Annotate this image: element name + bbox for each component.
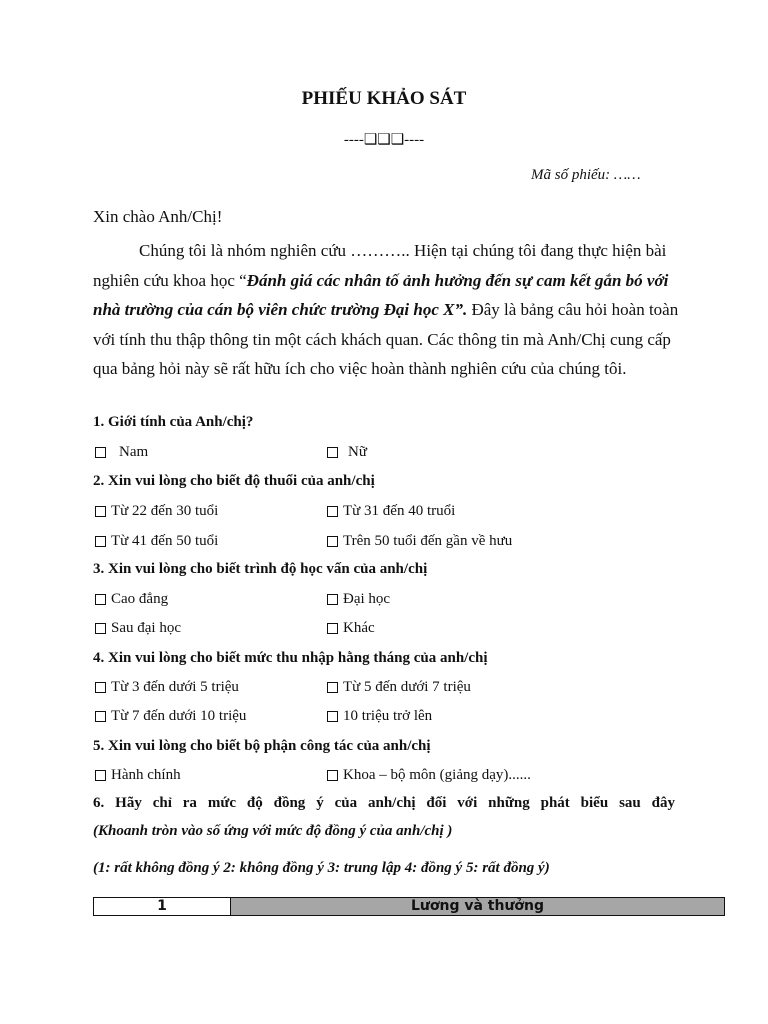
checkbox[interactable] bbox=[95, 623, 106, 634]
option-income-3-5[interactable]: Từ 3 đến dưới 5 triệu bbox=[95, 679, 239, 696]
question-3: 3. Xin vui lòng cho biết trình độ học vấn của anh/chị bbox=[93, 561, 428, 577]
checkbox[interactable] bbox=[95, 594, 106, 605]
checkbox[interactable] bbox=[95, 536, 106, 547]
option-age-41-50[interactable]: Từ 41 đến 50 tuổi bbox=[95, 533, 218, 550]
checkbox[interactable] bbox=[327, 594, 338, 605]
checkbox[interactable] bbox=[327, 711, 338, 722]
greeting: Xin chào Anh/Chị! bbox=[93, 207, 223, 226]
checkbox[interactable] bbox=[327, 536, 338, 547]
option-other[interactable]: Khác bbox=[327, 620, 375, 637]
section-number: 1 bbox=[94, 898, 231, 915]
checkbox[interactable] bbox=[95, 447, 106, 458]
question-2: 2. Xin vui lòng cho biết độ thuổi của anh/chị bbox=[93, 473, 375, 489]
rating-scale: (1: rất không đồng ý 2: không đồng ý 3: trung lập 4: đồng ý 5: rất đồng ý) bbox=[93, 860, 550, 876]
intro-text-2: Đây là bảng câu hỏi hoàn toàn với tính thu thập thông tin một cách khách quan. Các thông tin mà Anh/Chị cung cấp qua bảng hỏi này sẽ rất hữu ích cho việc hoàn thành nghiên cứu của chúng tôi. bbox=[93, 300, 679, 378]
option-college[interactable]: Cao đẳng bbox=[95, 591, 168, 608]
checkbox[interactable] bbox=[95, 711, 106, 722]
title-divider: ----❑❑❑---- bbox=[343, 132, 425, 148]
checkbox[interactable] bbox=[95, 506, 106, 517]
checkbox[interactable] bbox=[327, 623, 338, 634]
option-administration[interactable]: Hành chính bbox=[95, 767, 181, 784]
option-faculty[interactable]: Khoa – bộ môn (giảng dạy)...... bbox=[327, 767, 531, 784]
option-age-22-30[interactable]: Từ 22 đến 30 tuổi bbox=[95, 503, 218, 520]
option-income-10-plus[interactable]: 10 triệu trở lên bbox=[327, 708, 432, 725]
intro-paragraph bbox=[93, 236, 679, 384]
form-code: Mã số phiếu: …… bbox=[531, 167, 641, 183]
checkbox[interactable] bbox=[95, 770, 106, 781]
option-income-5-7[interactable]: Từ 5 đến dưới 7 triệu bbox=[327, 679, 471, 696]
option-age-31-40[interactable]: Từ 31 đến 40 truổi bbox=[327, 503, 455, 520]
section-header-row bbox=[93, 897, 725, 916]
question-6-instruction: (Khoanh tròn vào số ứng với mức độ đồng ý của anh/chị ) bbox=[93, 823, 453, 839]
question-4: 4. Xin vui lòng cho biết mức thu nhập hằng tháng của anh/chị bbox=[93, 650, 488, 666]
question-1: 1. Giới tính của Anh/chị? bbox=[93, 414, 254, 430]
question-5: 5. Xin vui lòng cho biết bộ phận công tác của anh/chị bbox=[93, 738, 431, 754]
intro-text-1: Chúng tôi là nhóm nghiên cứu ……….. Hiện tại chúng tôi đang thực hiện bài nghiên cứu khoa học “ bbox=[93, 241, 667, 290]
question-6: 6. Hãy chỉ ra mức độ đồng ý của anh/chị đối với những phát biểu sau đây bbox=[93, 795, 675, 811]
checkbox[interactable] bbox=[327, 770, 338, 781]
option-male[interactable]: Nam bbox=[95, 444, 148, 461]
checkbox[interactable] bbox=[327, 506, 338, 517]
section-title: Lương và thưởng bbox=[231, 898, 724, 915]
option-female[interactable]: Nữ bbox=[327, 444, 367, 461]
option-university[interactable]: Đại học bbox=[327, 591, 390, 608]
option-age-50-plus[interactable]: Trên 50 tuổi đến gần về hưu bbox=[327, 533, 512, 550]
checkbox[interactable] bbox=[327, 682, 338, 693]
checkbox[interactable] bbox=[327, 447, 338, 458]
intro-study-title: Đánh giá các nhân tố ảnh hưởng đến sự cam kết gắn bó với nhà trường của cán bộ viên chức trường Đại học X”. bbox=[93, 270, 669, 319]
option-postgraduate[interactable]: Sau đại học bbox=[95, 620, 181, 637]
page-title: PHIẾU KHẢO SÁT bbox=[301, 88, 467, 109]
checkbox[interactable] bbox=[95, 682, 106, 693]
option-income-7-10[interactable]: Từ 7 đến dưới 10 triệu bbox=[95, 708, 246, 725]
